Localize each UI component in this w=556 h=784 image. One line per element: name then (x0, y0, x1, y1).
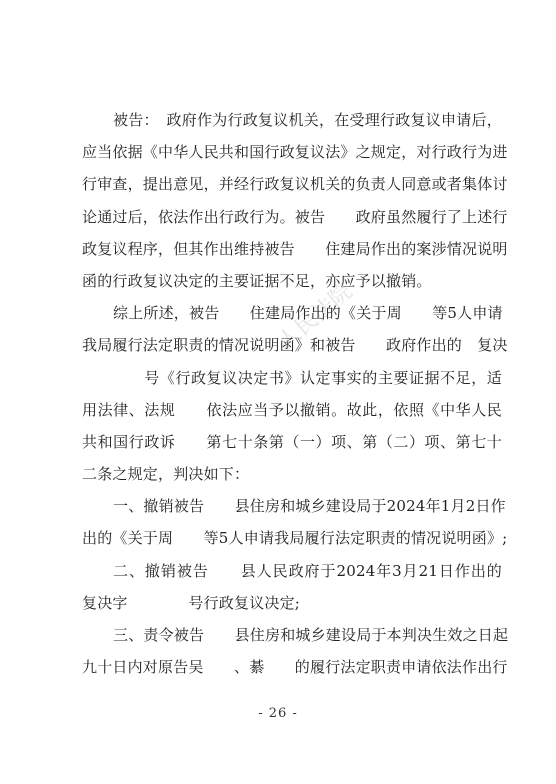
paragraph-line: 政复议程序，但其作出维持被告 住建局作出的案涉情况说明 (82, 239, 508, 258)
paragraph-line: 行审查，提出意见，并经行政复议机关的负责人同意或者集体讨 (82, 175, 508, 194)
document-body (82, 104, 509, 683)
paragraph-line: 被告： 政府作为行政复议机关，在受理行政复议申请后， (113, 111, 502, 129)
paragraph-line: 我局履行法定职责的情况说明函》和被告 政府作出的 复决 (82, 336, 508, 355)
paragraph-line: 一、撤销被告 县住房和城乡建设局于2024年1月2日作 (113, 497, 506, 516)
paragraph-line: 号《行政复议决定书》认定事实的主要证据不足，适 (82, 368, 502, 387)
paragraph-line: 综上所述，被告 住建局作出的《关于周 等5人申请 (113, 304, 503, 323)
paragraph-line: 函的行政复议决定的主要证据不足，亦应予以撤销。 (82, 271, 432, 290)
paragraph-line: 复决字 号行政复议决定; (82, 593, 301, 612)
paragraph-line: 九十日内对原告吴 、綦 的履行法定职责申请依法作出行 (82, 658, 508, 677)
paragraph-line: 应当依据《中华人民共和国行政复议法》之规定，对行政行为进 (82, 143, 508, 162)
paragraph-line: 出的《关于周 等5人申请我局履行法定职责的情况说明函》; (82, 529, 508, 548)
page-number: - 26 - (258, 706, 298, 721)
paragraph-line: 共和国行政诉 第七十条第（一）项、第（二）项、第七十 (82, 432, 502, 451)
paragraph-line: 三、责令被告 县住房和城乡建设局于本判决生效之日起 (113, 626, 509, 644)
paragraph-line: 用法律、法规 依法应当予以撤销。故此，依照《中华人民 (82, 400, 502, 419)
paragraph-line: 二、撤销被告 县人民政府于2024年3月21日作出的 (113, 561, 502, 580)
paragraph-line: 论通过后，依法作出行政行为。被告 政府虽然履行了上述行 (82, 207, 508, 226)
watermark: 人民法院 (273, 279, 358, 355)
paragraph-line: 二条之规定，判决如下： (82, 465, 250, 484)
